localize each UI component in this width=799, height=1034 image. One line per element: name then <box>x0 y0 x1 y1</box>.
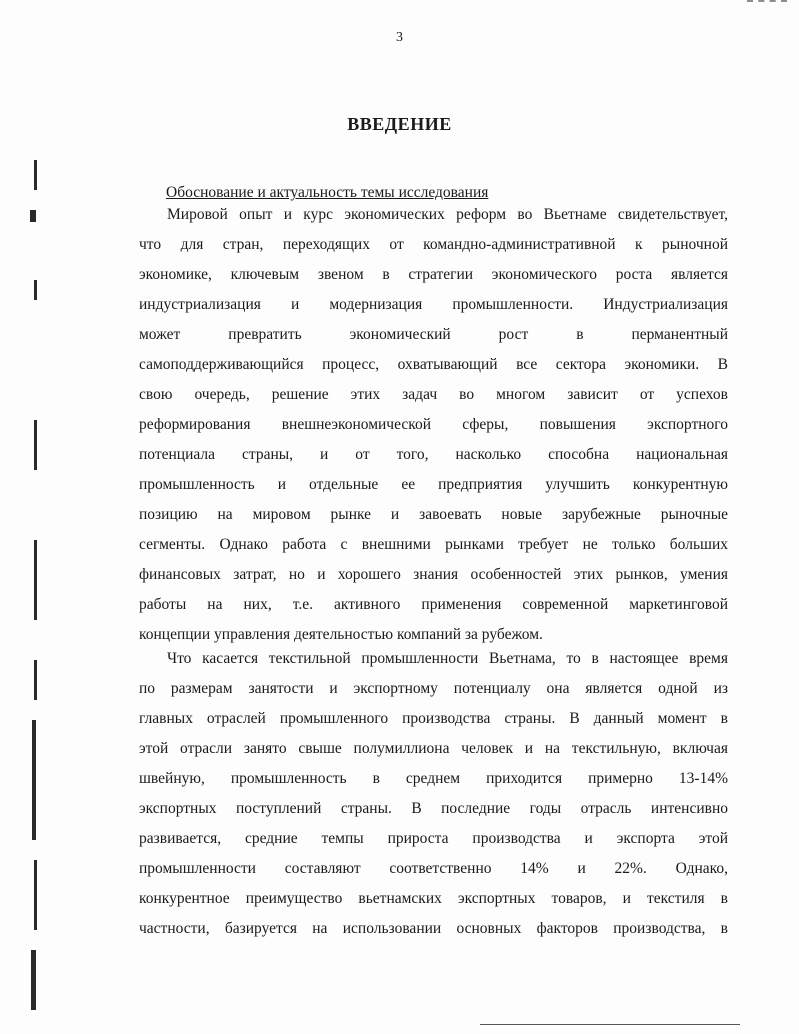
text-line: развивается, средние темпы прироста производства и экспорта этой <box>139 830 728 847</box>
section-subheading: Обоснование и актуальность темы исследования <box>166 184 489 201</box>
text-line: самоподдерживающийся процесс, охватывающий все сектора экономики. В <box>139 356 728 373</box>
paragraph-1 <box>139 200 728 650</box>
scan-artifact-top <box>747 0 787 5</box>
text-line: работы на них, т.е. активного применения современной маркетинговой <box>139 596 728 613</box>
paragraph-2 <box>139 644 728 944</box>
text-line: экономике, ключевым звеном в стратегии экономического роста является <box>139 266 728 283</box>
text-line: финансовых затрат, но и хорошего знания особенностей этих рынков, умения <box>139 566 728 583</box>
text-line: по размерам занятости и экспортному потенциалу она является одной из <box>139 680 728 697</box>
text-line: сегменты. Однако работа с внешними рынками требует не только больших <box>139 536 728 553</box>
text-line: экспортных поступлений страны. В последние годы отрасль интенсивно <box>139 800 728 817</box>
text-line: этой отрасли занято свыше полумиллиона человек и на текстильную, включая <box>139 740 728 757</box>
page-title: ВВЕДЕНИЕ <box>347 114 452 134</box>
text-line: может превратить экономический рост в перманентный <box>139 326 728 343</box>
text-line: промышленность и отдельные ее предприятия улучшить конкурентную <box>139 476 728 493</box>
scan-artifact-left-edge <box>28 120 46 1034</box>
text-line: Мировой опыт и курс экономических реформ во Вьетнаме свидетельствует, <box>167 206 728 223</box>
text-line: индустриализация и модернизация промышленности. Индустриализация <box>139 296 728 313</box>
text-line: потенциала страны, и от того, насколько способна национальная <box>139 446 728 463</box>
text-line: Что касается текстильной промышленности Вьетнама, то в настоящее время <box>167 650 728 667</box>
text-line: концепции управления деятельностью компаний за рубежом. <box>139 626 543 643</box>
text-line: реформирования внешнеэкономической сферы, повышения экспортного <box>139 416 728 433</box>
page-number: 3 <box>396 30 403 45</box>
text-line: позицию на мировом рынке и завоевать новые зарубежные рыночные <box>139 506 728 523</box>
footer-rule <box>480 1024 740 1025</box>
text-line: швейную, промышленность в среднем приходится примерно 13-14% <box>139 770 728 787</box>
text-line: частности, базируется на использовании основных факторов производства, в <box>139 920 728 937</box>
text-line: промышленности составляют соответственно 14% и 22%. Однако, <box>139 860 728 877</box>
text-line: что для стран, переходящих от командно-административной к рыночной <box>139 236 728 253</box>
text-line: свою очередь, решение этих задач во многом зависит от успехов <box>139 386 728 403</box>
text-line: конкурентное преимущество вьетнамских экспортных товаров, и текстиля в <box>139 890 728 907</box>
text-line: главных отраслей промышленного производства страны. В данный момент в <box>139 710 728 727</box>
